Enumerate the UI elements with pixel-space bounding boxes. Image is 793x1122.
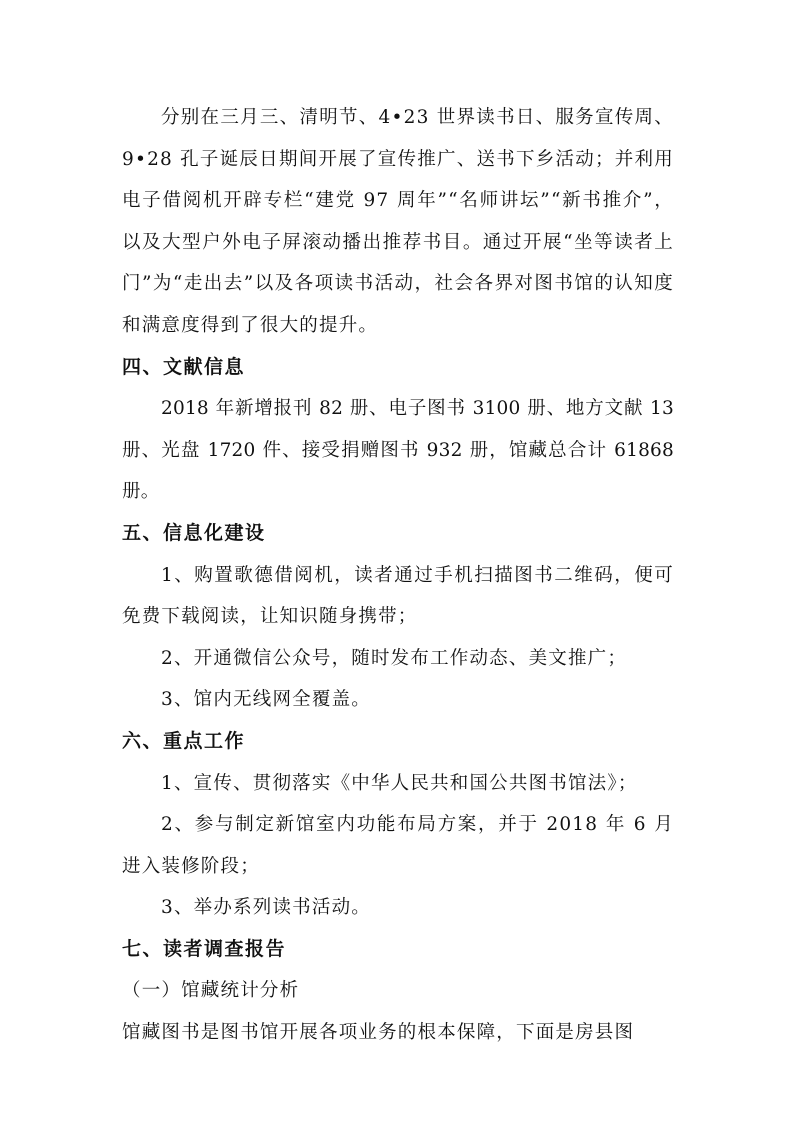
paragraph-publicity: 分别在三月三、清明节、4•23 世界读书日、服务宣传周、9•28 孔子诞辰日期间开展了宣传推广、送书下乡活动；并利用电子借阅机开辟专栏“建党 97 周年”“名师讲坛”“新书推介”，以及大型户外电子屏滚动播出推荐书目。通过开展“坐等读者上门”为“走出去”以及各项读书活动，社会各界对图书馆的认知度和满意度得到了很大的提升。 <box>122 107 674 336</box>
paragraph-literature-info: 2018 年新增报刊 82 册、电子图书 3100 册、地方文献 13 册、光盘 1720 件、接受捐赠图书 932 册，馆藏总合计 61868 册。 <box>122 398 674 503</box>
list-item: 2、开通微信公众号，随时发布工作动态、美文推广； <box>161 647 628 669</box>
heading-informatization: 五、信息化建设 <box>122 521 266 544</box>
list-item: 2、参与制定新馆室内功能布局方案，并于 2018 年 6 月进入装修阶段； <box>122 814 674 877</box>
list-item: 1、购置歌德借阅机，读者通过手机扫描图书二维码，便可免费下载阅读，让知识随身携带； <box>122 564 674 628</box>
list-item: 3、举办系列读书活动。 <box>161 897 371 919</box>
heading-reader-survey: 七、读者调查报告 <box>122 937 287 960</box>
heading-key-work: 六、重点工作 <box>122 729 246 752</box>
document-body <box>122 97 674 1054</box>
list-item: 1、宣传、贯彻落实《中华人民共和国公共图书馆法》； <box>161 772 638 794</box>
paragraph-collection-intro: 馆藏图书是图书馆开展各项业务的根本保障，下面是房县图 <box>122 1022 635 1044</box>
subheading-collection-stats: （一）馆藏统计分析 <box>122 980 300 1002</box>
list-item: 3、馆内无线网全覆盖。 <box>161 689 371 711</box>
heading-literature-info: 四、文献信息 <box>122 355 246 378</box>
